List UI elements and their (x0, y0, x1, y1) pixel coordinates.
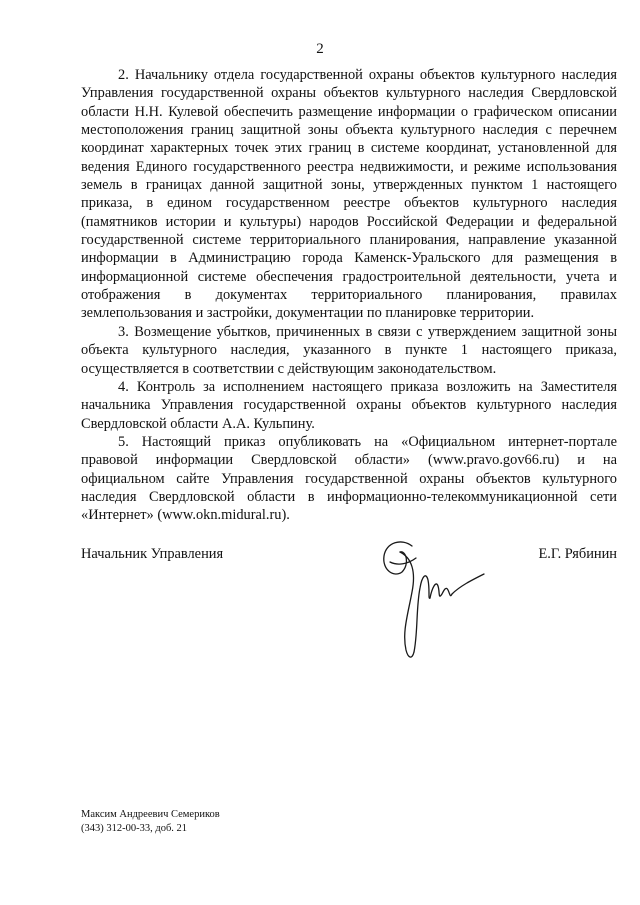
page-number: 2 (316, 41, 324, 57)
signer-name: Е.Г. Рябинин (538, 546, 617, 562)
paragraph-item-4: 4. Контроль за исполнением настоящего приказа возложить на Заместителя начальника Управления государственной охраны объектов культурного наследия Свердловской области А.А. Кульпину. (81, 378, 617, 432)
paragraph-item-5: 5. Настоящий приказ опубликовать на «Официальном интернет-портале правовой информации Свердловской области» (www.pravo.gov66.ru) и на официальном сайте Управления государственной охраны объектов культурного наследия Свердловской области в информационно-телекоммуникационной сети «Интернет» (www.okn.midural.ru). (81, 433, 617, 524)
signature-block (81, 545, 617, 567)
handwritten-signature (372, 528, 492, 663)
signer-title: Начальник Управления (81, 546, 224, 562)
contact-name: Максим Андреевич Семериков (81, 809, 220, 820)
contact-phone: (343) 312-00-33, доб. 21 (81, 823, 188, 834)
paragraph-item-3: 3. Возмещение убытков, причиненных в связи с утверждением защитной зоны объекта культурного наследия, указанного в пункте 1 настоящего приказа, осуществляется в соответствии с действующим законодательством. (81, 323, 617, 377)
paragraph-item-2: 2. Начальнику отдела государственной охраны объектов культурного наследия Управления государственной охраны объектов культурного наследия Свердловской области Н.Н. Кулевой обеспечить размещение информации о графическом описании местоположения границ защитной зоны объекта культурного наследия с перечнем координат характерных точек этих границ в системе координат, установленной для ведения Единого государственного реестра недвижимости, и режиме использования земель в границах данной защитной зоны, утвержденных пунктом 1 настоящего приказа, в едином государственном реестре объектов культурного наследия (памятников истории и культуры) народов Российской Федерации и федеральной государственной системе территориального планирования, направление указанной информации в Администрацию города Каменск-Уральского для размещения в информационной системе обеспечения градостроительной деятельности, учета и отображения в документах территориального планирования, правилах землепользования и застройки, документации по планировке территории. (81, 67, 617, 322)
executor-contact (81, 808, 220, 836)
order-body (81, 66, 617, 525)
